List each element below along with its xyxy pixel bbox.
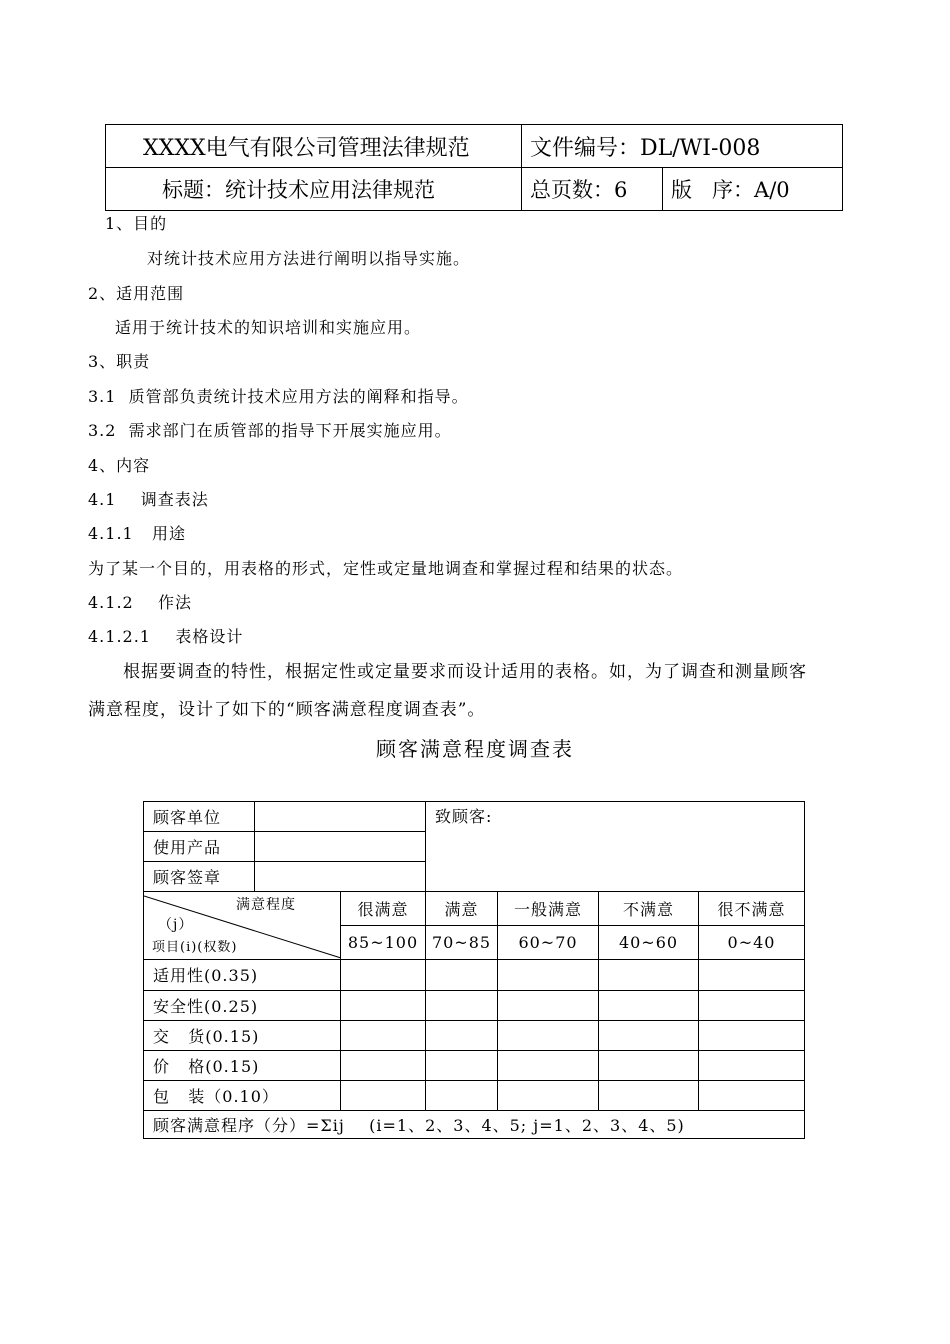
score-cell [498,990,599,1020]
score-range: 60~70 [498,926,599,960]
score-cell [599,1080,699,1110]
score-cell [699,990,805,1020]
paragraph-line-1: 根据要调查的特性，根据定性或定量要求而设计适用的表格。如，为了调查和测量顾客 [123,662,807,682]
score-cell [341,1080,426,1110]
diagonal-header-cell [144,892,341,960]
score-cell [426,1050,498,1080]
paragraph-line-2: 满意程度，设计了如下的“顾客满意程度调查表”。 [88,700,486,720]
score-cell [498,1020,599,1050]
score-cell [426,1020,498,1050]
section-3-heading: 3、职责 [88,352,151,371]
info-label-product: 使用产品 [144,832,255,862]
level-header: 很满意 [341,892,426,926]
item-label: 适用性(0.35) [144,960,341,990]
section-2-text: 适用于统计技术的知识培训和实施应用。 [115,318,422,337]
section-4-1-2-1: 4.1.2.1 表格设计 [88,627,244,646]
score-cell [599,990,699,1020]
doc-title: 标题：统计技术应用法律规范 [106,168,522,211]
score-cell [498,960,599,990]
to-customer-cell: 致顾客: [426,802,805,892]
formula-row: 顾客满意程序（分）=Σij (i=1、2、3、4、5; j=1、2、3、4、5) [144,1110,805,1138]
item-label: 交 货(0.15) [144,1020,341,1050]
score-cell [341,960,426,990]
survey-table [143,801,805,1139]
section-1-text: 对统计技术应用方法进行阐明以指导实施。 [147,249,471,268]
item-label: 包 装（0.10） [144,1080,341,1110]
info-value-signature [255,862,426,892]
company-title: XXXX电气有限公司管理法律规范 [106,125,522,168]
info-value-product [255,832,426,862]
score-cell [699,960,805,990]
total-pages: 总页数：6 [522,168,663,211]
info-value-unit [255,802,426,832]
doc-number: 文件编号：DL/WI-008 [522,125,843,168]
level-header: 不满意 [599,892,699,926]
score-cell [426,1080,498,1110]
diag-bottom-label: 项目(i)(权数) [152,940,238,956]
level-header: 满意 [426,892,498,926]
version: 版 序：A/0 [663,168,843,211]
level-header: 很不满意 [699,892,805,926]
diag-mid-label: （j） [158,917,194,934]
section-3-2: 3.2 需求部门在质管部的指导下开展实施应用。 [88,421,452,440]
section-4-1-2: 4.1.2 作法 [88,593,193,612]
section-1-heading: 1、目的 [105,214,168,233]
score-cell [341,990,426,1020]
survey-title: 顾客满意程度调查表 [376,737,574,761]
document-header-table [105,124,843,211]
section-4-1-1: 4.1.1 用途 [88,524,186,543]
score-cell [699,1050,805,1080]
score-cell [341,1020,426,1050]
score-range: 70~85 [426,926,498,960]
score-range: 85~100 [341,926,426,960]
info-label-unit: 顾客单位 [144,802,255,832]
score-cell [599,1050,699,1080]
score-cell [599,1020,699,1050]
section-4-1: 4.1 调查表法 [88,490,209,509]
score-cell [341,1050,426,1080]
item-label: 价 格(0.15) [144,1050,341,1080]
info-label-signature: 顾客签章 [144,862,255,892]
score-cell [699,1080,805,1110]
score-cell [498,1080,599,1110]
score-cell [498,1050,599,1080]
section-4-heading: 4、内容 [88,456,151,475]
score-range: 0~40 [699,926,805,960]
score-range: 40~60 [599,926,699,960]
section-3-1: 3.1 质管部负责统计技术应用方法的阐释和指导。 [88,387,469,406]
section-2-heading: 2、适用范围 [88,284,185,303]
diag-top-label: 满意程度 [236,897,296,914]
section-4-1-1-text: 为了某一个目的，用表格的形式，定性或定量地调查和掌握过程和结果的状态。 [88,559,684,578]
score-cell [426,990,498,1020]
score-cell [599,960,699,990]
score-cell [426,960,498,990]
item-label: 安全性(0.25) [144,990,341,1020]
score-cell [699,1020,805,1050]
level-header: 一般满意 [498,892,599,926]
